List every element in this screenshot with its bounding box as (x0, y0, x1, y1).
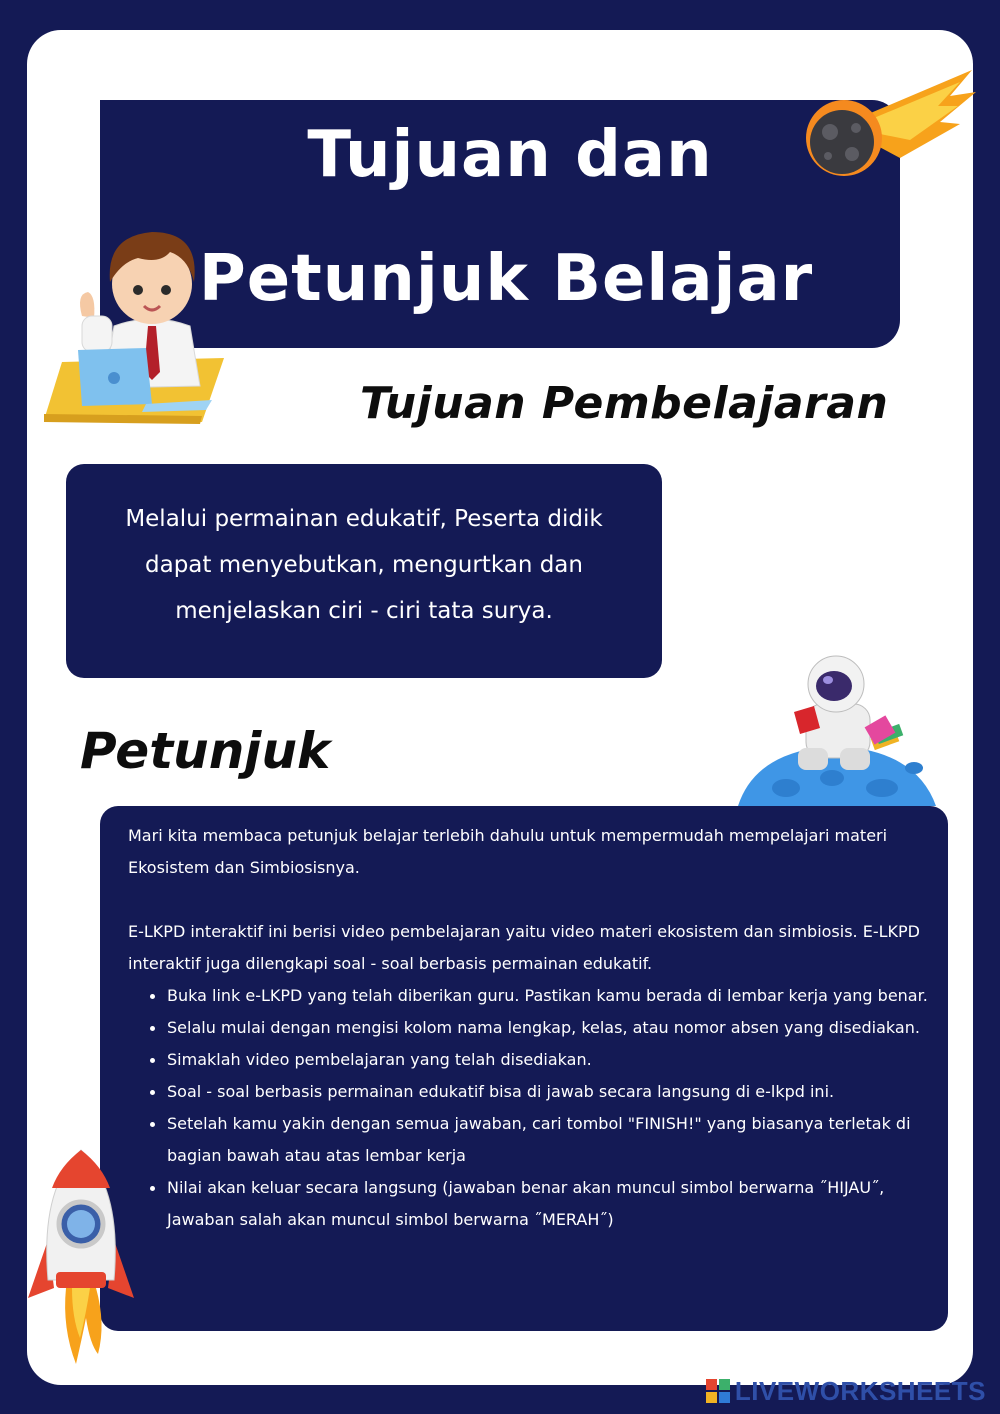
goal-line-2: dapat menyebutkan, mengurtkan dan (145, 552, 583, 578)
petunjuk-heading: Petunjuk (80, 722, 331, 780)
goal-text (86, 496, 642, 634)
rocket-icon (26, 1148, 136, 1370)
title-line-2: Petunjuk Belajar (198, 242, 814, 316)
instructions-intro-2: E-LKPD interaktif ini berisi video pembelajaran yaitu video materi ekosistem dan simbiosis. E-LKPD interaktif juga dilengkapi soal - soal berbasis permainan edukatif. (128, 922, 920, 973)
liveworksheets-watermark (705, 1376, 986, 1406)
list-item: • Nilai akan keluar secara langsung (jawaban benar akan muncul simbol berwarna ˝HIJAU˝, Jawaban salah akan muncul simbol berwarna ˝MERAH˝) (167, 1172, 928, 1236)
instructions-intro-1: Mari kita membaca petunjuk belajar terlebih dahulu untuk mempermudah mempelajari materi Ekosistem dan Simbiosisnya. (128, 826, 888, 877)
liveworksheets-logo-icon (705, 1378, 731, 1404)
list-item: • Selalu mulai dengan mengisi kolom nama lengkap, kelas, atau nomor absen yang disediakan. (167, 1012, 928, 1044)
student-laptop-icon (42, 222, 224, 424)
goal-box (66, 464, 662, 678)
meteor-icon (800, 66, 976, 182)
list-item: • Buka link e-LKPD yang telah diberikan guru. Pastikan kamu berada di lembar kerja yang benar. (167, 980, 928, 1012)
instructions-box (100, 806, 948, 1331)
astronaut-moon-icon (736, 654, 950, 810)
list-item: • Setelah kamu yakin dengan semua jawaban, cari tombol "FINISH!" yang biasanya terletak di bagian bawah atau atas lembar kerja (167, 1108, 928, 1172)
goal-line-3: menjelaskan ciri - ciri tata surya. (175, 598, 553, 624)
title-line-1: Tujuan dan (307, 118, 713, 192)
instructions-list (128, 980, 928, 1236)
tujuan-heading: Tujuan Pembelajaran (360, 378, 889, 429)
instructions-content (128, 820, 928, 1236)
list-item: • Soal - soal berbasis permainan edukatif bisa di jawab secara langsung di e-lkpd ini. (167, 1076, 928, 1108)
goal-line-1: Melalui permainan edukatif, Peserta didik (125, 506, 603, 532)
list-item: • Simaklah video pembelajaran yang telah disediakan. (167, 1044, 928, 1076)
watermark-text: LIVEWORKSHEETS (734, 1375, 986, 1406)
